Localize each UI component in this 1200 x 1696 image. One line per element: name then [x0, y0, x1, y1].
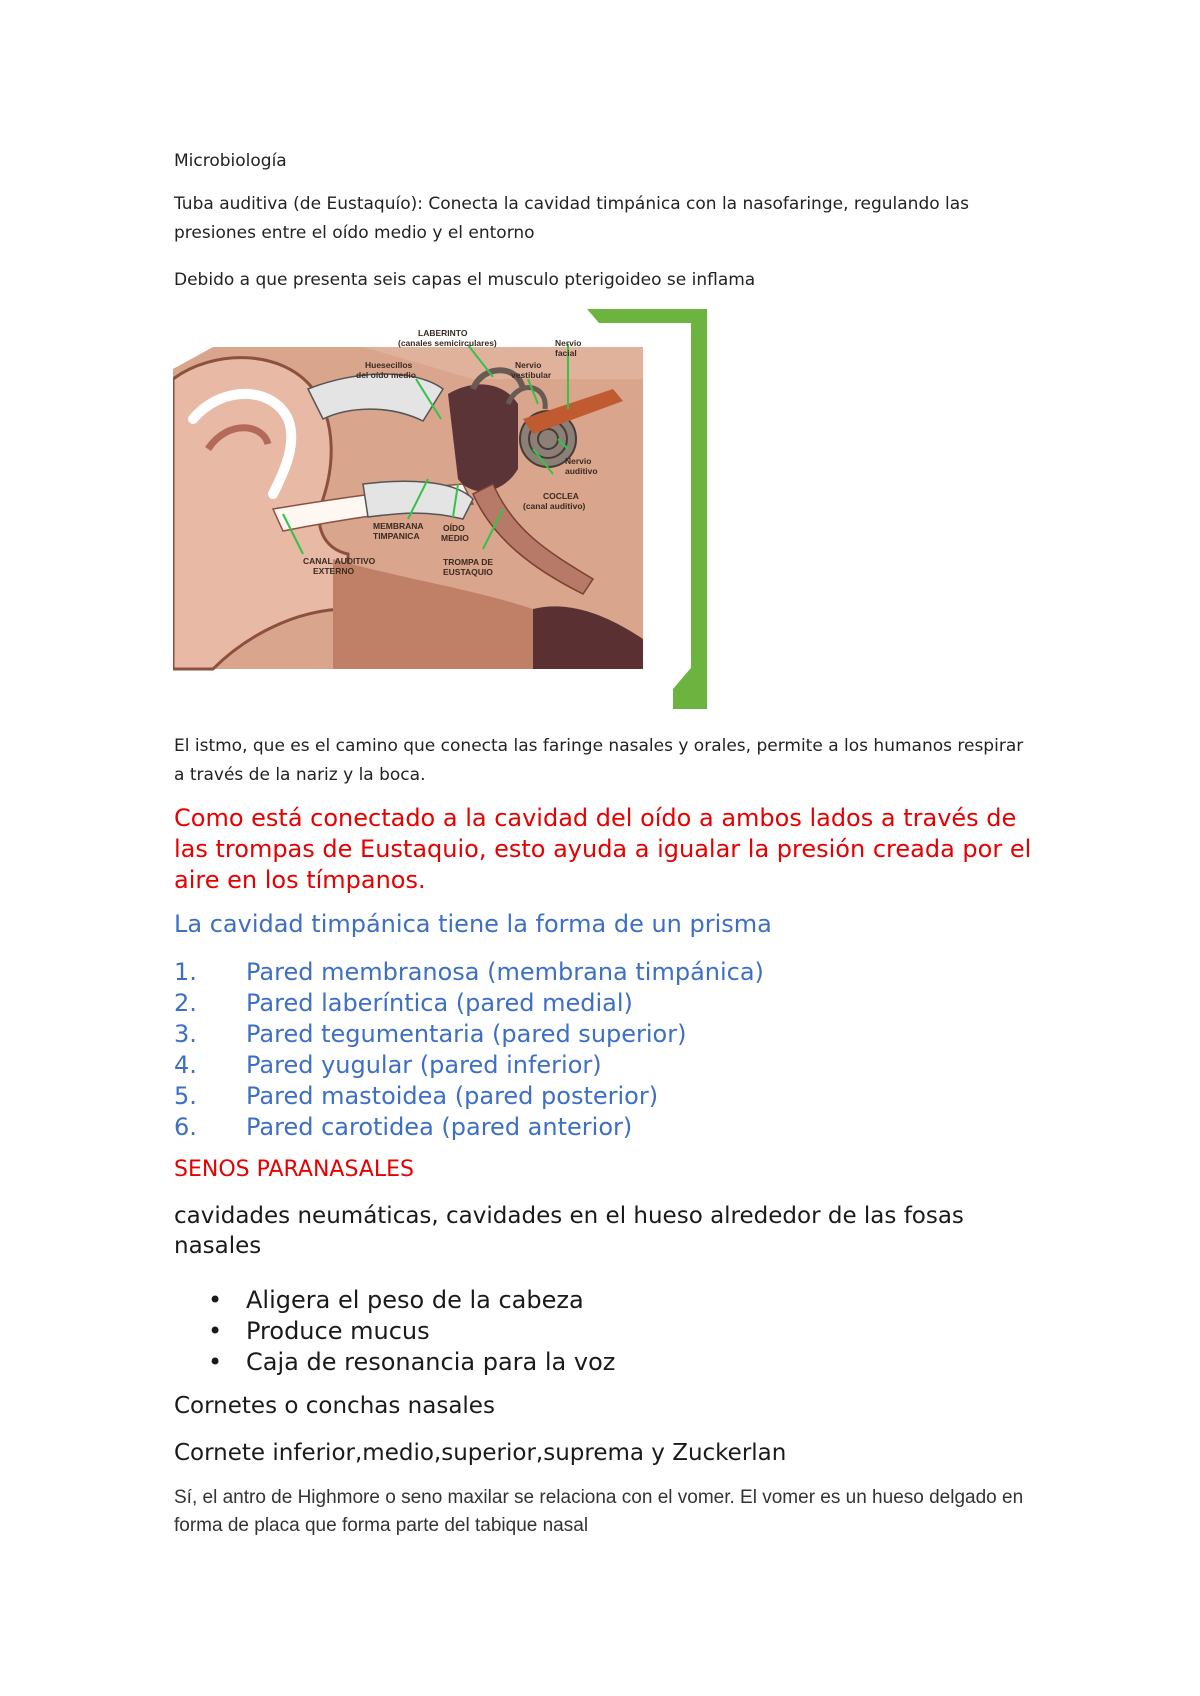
doc-header: Microbiología	[174, 151, 287, 171]
label-oido-1: OÍDO	[443, 523, 465, 533]
list-text: Pared laberíntica (pared medial)	[246, 989, 633, 1017]
label-coclea-2: (canal auditivo)	[523, 501, 586, 511]
heading-cornetes: Cornetes o conchas nasales	[174, 1393, 495, 1419]
bullet-icon: •	[208, 1348, 223, 1376]
paragraph-senos-desc: cavidades neumáticas, cavidades en el hueso alrededor de las fosas nasales	[174, 1203, 964, 1259]
list-text: Pared yugular (pared inferior)	[246, 1051, 602, 1079]
paragraph-tuba: Tuba auditiva (de Eustaquío): Conecta la cavidad timpánica con la nasofaringe, regulando las presiones entre el oído medio y el entorno	[174, 194, 970, 243]
green-accent-side	[691, 309, 707, 709]
label-vestibular-2: vestibular	[511, 370, 552, 380]
list-number: 6.	[174, 1113, 197, 1141]
heading-prisma: La cavidad timpánica tiene la forma de un prisma	[174, 910, 772, 938]
label-trompa-2: EUSTAQUIO	[443, 567, 493, 577]
label-canal-1: CANAL AUDITIVO	[303, 556, 376, 566]
bullet-icon: •	[208, 1286, 223, 1314]
paragraph-cornetes-list: Cornete inferior,medio,superior,suprema y Zuckerlan	[174, 1440, 787, 1466]
list-number: 1.	[174, 958, 197, 986]
list-number: 2.	[174, 989, 197, 1017]
label-nervio-facial-2: facial	[555, 348, 577, 358]
green-accent-top	[587, 309, 707, 323]
label-membrana-1: MEMBRANA	[373, 521, 424, 531]
paragraph-conectado: Como está conectado a la cavidad del oído a ambos lados a través de las trompas de Eustaquio, esto ayuda a igualar la presión creada por el aire en los tímpanos.	[174, 804, 1032, 894]
label-huesecillos-2: del oído medio	[356, 370, 416, 380]
list-text: Pared tegumentaria (pared superior)	[246, 1020, 687, 1048]
list-number: 4.	[174, 1051, 197, 1079]
label-membrana-2: TIMPANICA	[373, 531, 420, 541]
ear-anatomy-figure	[173, 309, 707, 709]
list-number: 5.	[174, 1082, 197, 1110]
paragraph-highmore: Sí, el antro de Highmore o seno maxilar se relaciona con el vomer. El vomer es un hueso delgado en forma de placa que forma parte del tabique nasal	[174, 1487, 1024, 1536]
list-text: Pared membranosa (membrana timpánica)	[246, 958, 764, 986]
label-oido-2: MEDIO	[441, 533, 469, 543]
list-text: Caja de resonancia para la voz	[246, 1348, 616, 1376]
label-nervio-facial-1: Nervio	[555, 338, 582, 348]
list-number: 3.	[174, 1020, 197, 1048]
label-trompa-1: TROMPA DE	[443, 557, 494, 567]
list-text: Pared carotidea (pared anterior)	[246, 1113, 633, 1141]
label-canal-2: EXTERNO	[313, 566, 355, 576]
label-laberinto: LABERINTO	[418, 328, 468, 338]
paragraph-capas: Debido a que presenta seis capas el musculo pterigoideo se inflama	[174, 270, 756, 290]
label-coclea-1: COCLEA	[543, 491, 579, 501]
label-auditivo-2: auditivo	[565, 466, 598, 476]
list-text: Aligera el peso de la cabeza	[246, 1286, 584, 1314]
label-vestibular-1: Nervio	[515, 360, 542, 370]
heading-senos: SENOS PARANASALES	[174, 1157, 415, 1182]
paragraph-istmo: El istmo, que es el camino que conecta las faringe nasales y orales, permite a los humanos respirar a través de la nariz y la boca.	[174, 736, 1024, 785]
label-canales: (canales semicirculares)	[398, 338, 497, 348]
label-auditivo-1: Nervio	[565, 456, 592, 466]
list-text: Produce mucus	[246, 1317, 430, 1345]
list-text: Pared mastoidea (pared posterior)	[246, 1082, 659, 1110]
ear-diagram	[173, 309, 707, 709]
bullet-icon: •	[208, 1317, 223, 1345]
label-huesecillos-1: Huesecillos	[365, 360, 413, 370]
